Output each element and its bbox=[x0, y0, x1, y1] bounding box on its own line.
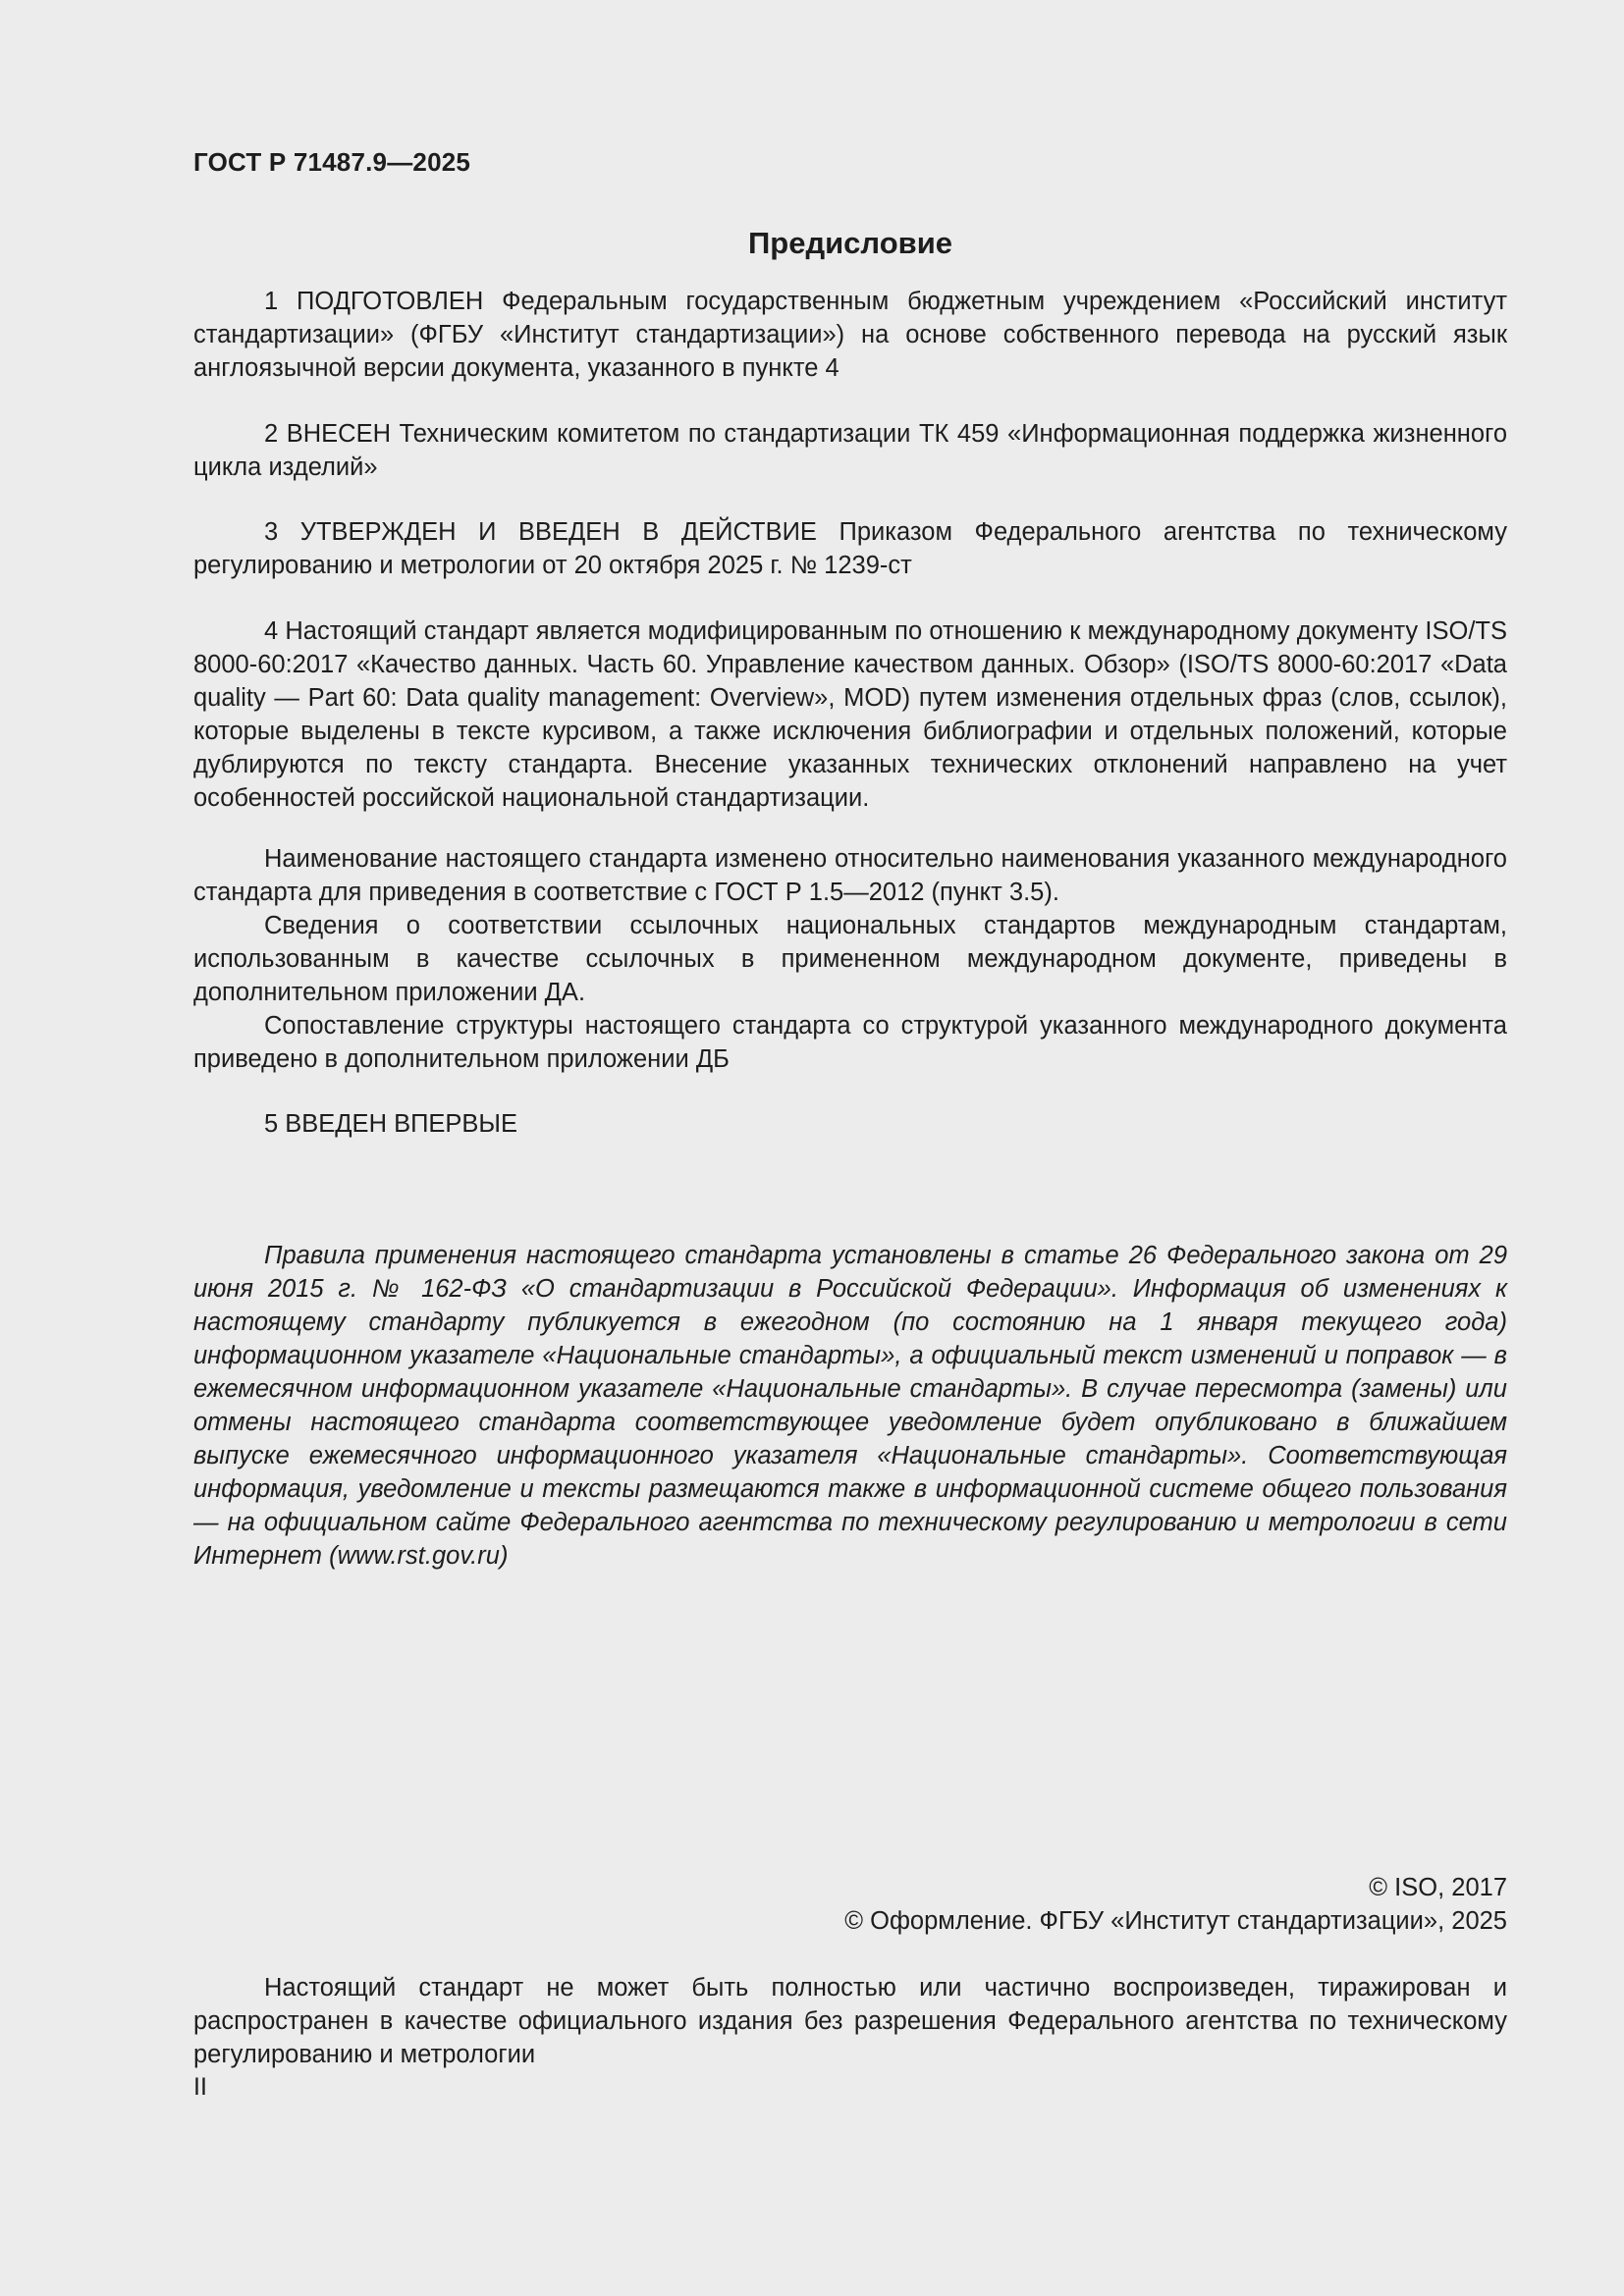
paragraph-4-title-change: Наименование настоящего стандарта изменено относительно наименования указанного международного стандарта для приведения в соответствие с ГОСТ Р 1.5—2012 (пункт 3.5). bbox=[193, 845, 1507, 906]
paragraph-4-modification: 4 Настоящий стандарт является модифицированным по отношению к международному документу ISO/TS 8000-60:2017 «Качество данных. Часть 60. Управление качеством данных. Обзор» (ISO/TS 8000-60:2017 «Data quality — Part 60: Data quality management: Overview», MOD) путем изменения отдельных фраз (слов, ссылок), которые выделены в тексте курсивом, а также исключения библиографии и отдельных положений, которые дублируются по тексту стандарта. Внесение указанных технических отклонений направлено на учет особенностей российской национальной стандартизации. bbox=[193, 617, 1507, 812]
document-page bbox=[193, 0, 1507, 2296]
page-number: II bbox=[193, 2073, 207, 2101]
paragraph-4-structure-comparison: Сопоставление структуры настоящего стандарта со структурой указанного международного документа приведено в дополнительном приложении ДБ bbox=[193, 1012, 1507, 1073]
copyright-design: © Оформление. ФГБУ «Институт стандартизации», 2025 bbox=[844, 1907, 1507, 1935]
paragraph-3-approved: 3 УТВЕРЖДЕН И ВВЕДЕН В ДЕЙСТВИЕ Приказом Федерального агентства по техническому регулированию и метрологии от 20 октября 2025 г. № 1239-ст bbox=[193, 518, 1507, 579]
page-title: Предисловие bbox=[747, 226, 952, 260]
document-code: ГОСТ Р 71487.9—2025 bbox=[193, 147, 471, 177]
reproduction-notice: Настоящий стандарт не может быть полностью или частично воспроизведен, тиражирован и распространен в качестве официального издания без разрешения Федерального агентства по техническому регулированию и метрологии bbox=[193, 1974, 1507, 2068]
rules-notice: Правила применения настоящего стандарта установлены в статье 26 Федерального закона от 29 июня 2015 г. № 162-ФЗ «О стандартизации в Российской Федерации». Информация об изменениях к настоящему стандарту публикуется в ежегодном (по состоянию на 1 января текущего года) информационном указателе «Национальные стандарты», а официальный текст изменений и поправок — в ежемесячном информационном указателе «Национальные стандарты». В случае пересмотра (замены) или отмены настоящего стандарта соответствующее уведомление будет опубликовано в ближайшем выпуске ежемесячного информационного указателя «Национальные стандарты». Соответствующая информация, уведомление и тексты размещаются также в информационной системе общего пользования — на официальном сайте Федерального агентства по техническому регулированию и метрологии в сети Интернет (www.rst.gov.ru) bbox=[193, 1242, 1507, 1570]
copyright-iso: © ISO, 2017 bbox=[1369, 1874, 1507, 1901]
paragraph-5-first-introduced: 5 ВВЕДЕН ВПЕРВЫЕ bbox=[264, 1110, 518, 1138]
paragraph-2-introduced-by: 2 ВНЕСЕН Техническим комитетом по стандартизации ТК 459 «Информационная поддержка жизненного цикла изделий» bbox=[193, 420, 1507, 481]
paragraph-4-reference-standards: Сведения о соответствии ссылочных национальных стандартов международным стандартам, использованным в качестве ссылочных в примененном международном документе, приведены в дополнительном приложении ДА. bbox=[193, 912, 1507, 1006]
paragraph-1-prepared-by: 1 ПОДГОТОВЛЕН Федеральным государственным бюджетным учреждением «Российский институт стандартизации» (ФГБУ «Институт стандартизации») на основе собственного перевода на русский язык англоязычной версии документа, указанного в пункте 4 bbox=[193, 288, 1507, 382]
